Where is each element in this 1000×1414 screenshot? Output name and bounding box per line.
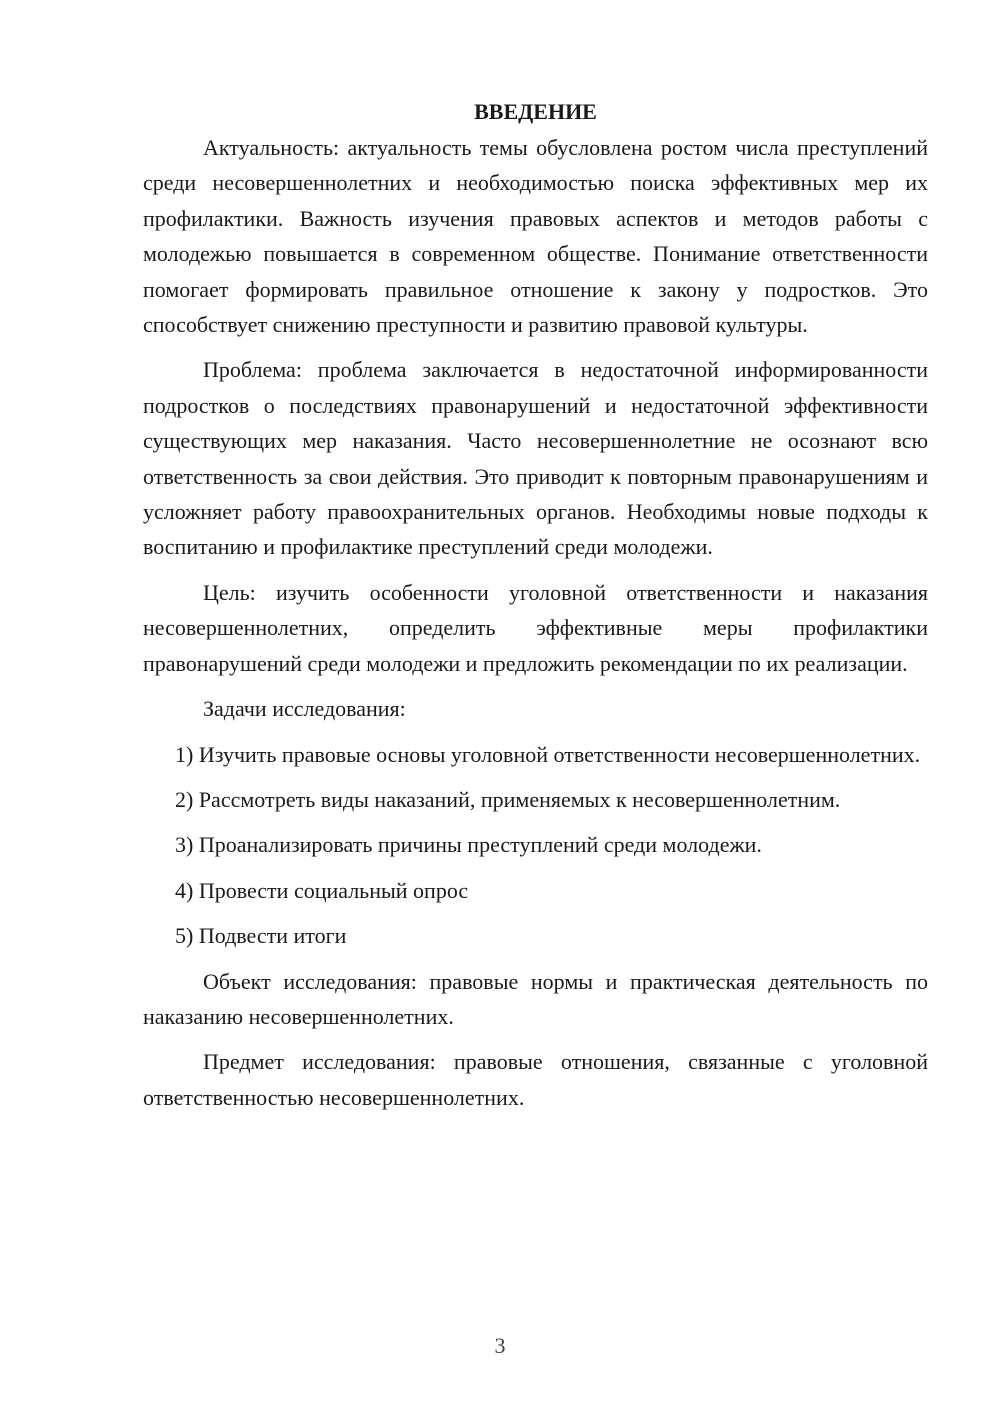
task-item: 5) Подвести итоги [175, 923, 347, 949]
page-title: ВВЕДЕНИЕ [474, 99, 597, 124]
task-item: 4) Провести социальный опрос [175, 877, 469, 903]
task-item: 3) Проанализировать причины преступлений среди молодежи. [175, 832, 762, 858]
object-paragraph: Объект исследования: правовые нормы и практическая деятельность по наказанию несовершеннолетних. [143, 968, 928, 1029]
task-item: 1) Изучить правовые основы уголовной ответственности несовершеннолетних. [175, 741, 921, 767]
document-page [143, 94, 928, 1125]
relevance-paragraph: Актуальность: актуальность темы обусловлена ростом числа преступлений среди несовершеннолетних и необходимостью поиска эффективных мер их профилактики. Важность изучения правовых аспектов и методов работы с молодежью повышается в современном обществе. Понимание ответственности помогает формировать правильное отношение к закону у подростков. Это способствует снижению преступности и развитию правовой культуры. [143, 135, 928, 338]
problem-paragraph: Проблема: проблема заключается в недостаточной информированности подростков о последствиях правонарушений и недостаточной эффективности существующих мер наказания. Часто несовершеннолетние не осознают всю ответственность за свои действия. Это приводит к повторным правонарушениям и усложняет работу правоохранительных органов. Необходимы новые подходы к воспитанию и профилактике преступлений среди молодежи. [143, 357, 928, 560]
tasks-heading: Задачи исследования: [203, 696, 406, 722]
task-item: 2) Рассмотреть виды наказаний, применяемых к несовершеннолетним. [175, 786, 841, 812]
goal-paragraph: Цель: изучить особенности уголовной ответственности и наказания несовершеннолетних, определить эффективные меры профилактики правонарушений среди молодежи и предложить рекомендации по их реализации. [143, 579, 928, 676]
subject-paragraph: Предмет исследования: правовые отношения, связанные с уголовной ответственностью несовершеннолетних. [143, 1049, 928, 1110]
page-number: 3 [494, 1333, 506, 1358]
